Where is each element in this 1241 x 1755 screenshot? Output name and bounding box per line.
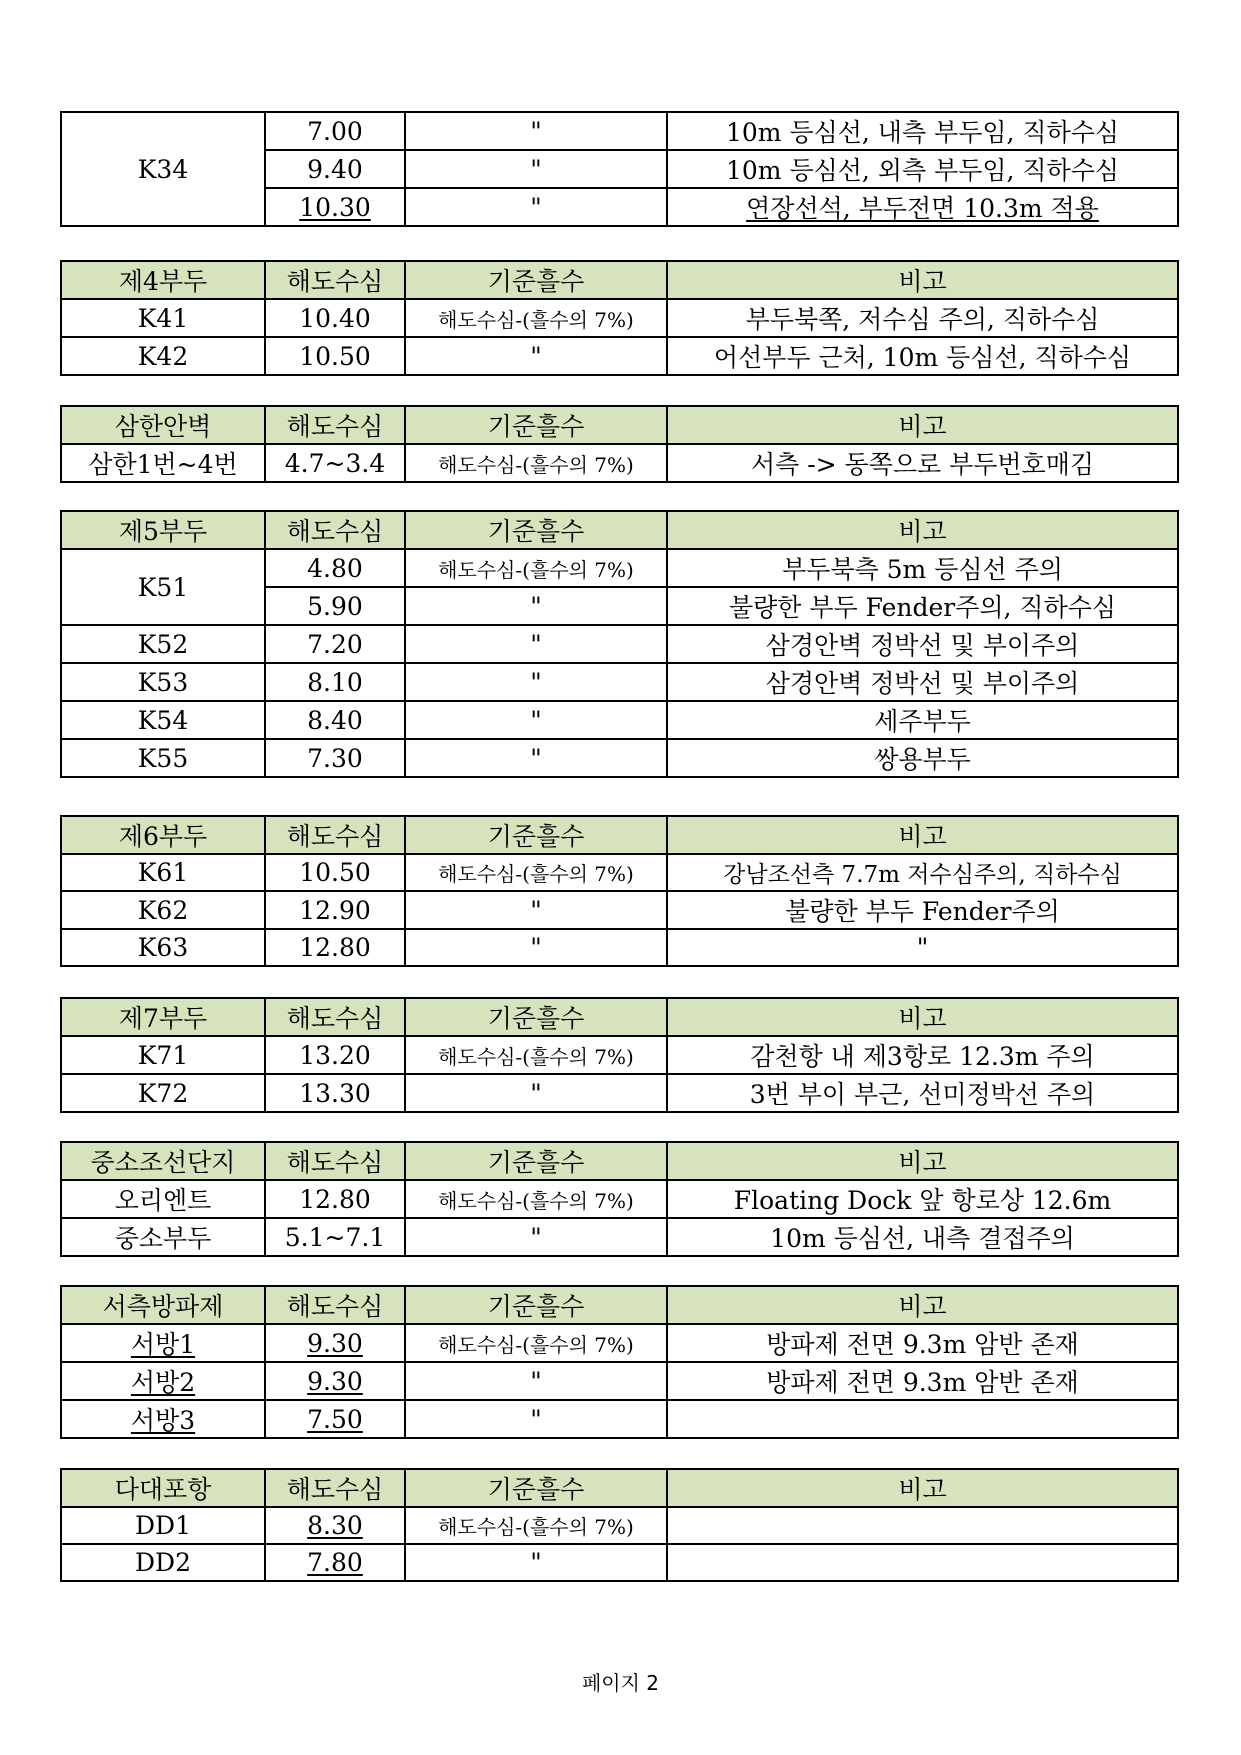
tide-cell: 해도수심-(흘수의 7%) <box>405 1507 667 1544</box>
header-note: 비고 <box>667 511 1178 549</box>
header-tide: 기준흘수 <box>405 1142 667 1180</box>
depth-cell: 8.30 <box>265 1507 405 1544</box>
note-cell: 삼경안벽 정박선 및 부이주의 <box>667 625 1178 663</box>
table-pier6 <box>60 815 1179 967</box>
table-row <box>61 929 1178 966</box>
berth-cell: DD2 <box>61 1544 265 1581</box>
tide-cell: 해도수심-(흘수의 7%) <box>405 854 667 891</box>
tide-cell: " <box>405 1074 667 1112</box>
berth-cell: K52 <box>61 625 265 663</box>
berth-cell: K72 <box>61 1074 265 1112</box>
depth-cell: 8.10 <box>265 663 405 701</box>
table-row <box>61 701 1178 739</box>
header-note: 비고 <box>667 998 1178 1036</box>
tide-cell: " <box>405 1218 667 1256</box>
depth-cell: 8.40 <box>265 701 405 739</box>
berth-cell: 중소부두 <box>61 1218 265 1256</box>
table-row <box>61 549 1178 587</box>
header-tide: 기준흘수 <box>405 406 667 444</box>
tide-cell: 해도수심-(흘수의 7%) <box>405 444 667 482</box>
table-header-row <box>61 1142 1178 1180</box>
berth-cell: K42 <box>61 337 265 375</box>
note-cell <box>667 1507 1178 1544</box>
tide-cell: 해도수심-(흘수의 7%) <box>405 1180 667 1218</box>
depth-cell: 13.20 <box>265 1036 405 1074</box>
berth-cell: 서방3 <box>61 1400 265 1438</box>
note-cell <box>667 1544 1178 1581</box>
section-name: 제5부두 <box>61 511 265 549</box>
tide-cell: " <box>405 150 667 188</box>
depth-cell: 4.80 <box>265 549 405 587</box>
header-depth: 해도수심 <box>265 406 405 444</box>
table-row <box>61 663 1178 701</box>
berth-cell: 오리엔트 <box>61 1180 265 1218</box>
table-row <box>61 1180 1178 1218</box>
header-tide: 기준흘수 <box>405 816 667 854</box>
depth-cell: 5.1~7.1 <box>265 1218 405 1256</box>
depth-cell: 4.7~3.4 <box>265 444 405 482</box>
depth-cell: 12.80 <box>265 929 405 966</box>
table-header-row <box>61 1469 1178 1507</box>
note-cell <box>667 1400 1178 1438</box>
note-cell: 방파제 전면 9.3m 암반 존재 <box>667 1324 1178 1362</box>
table-row <box>61 1218 1178 1256</box>
table-pier5 <box>60 510 1179 778</box>
note-cell: 세주부두 <box>667 701 1178 739</box>
tide-cell: " <box>405 188 667 226</box>
depth-cell: 12.90 <box>265 891 405 929</box>
berth-cell: K41 <box>61 299 265 337</box>
header-note: 비고 <box>667 1142 1178 1180</box>
section-name: 제7부두 <box>61 998 265 1036</box>
note-cell: Floating Dock 앞 항로상 12.6m <box>667 1180 1178 1218</box>
berth-cell: K53 <box>61 663 265 701</box>
depth-cell: 7.30 <box>265 739 405 777</box>
berth-cell: DD1 <box>61 1507 265 1544</box>
depth-cell: 9.30 <box>265 1324 405 1362</box>
header-tide: 기준흘수 <box>405 1286 667 1324</box>
note-cell: 불량한 부두 Fender주의, 직하수심 <box>667 587 1178 625</box>
table-row <box>61 625 1178 663</box>
table-row <box>61 1507 1178 1544</box>
note-cell: " <box>667 929 1178 966</box>
section-name: 중소조선단지 <box>61 1142 265 1180</box>
note-cell: 3번 부이 부근, 선미정박선 주의 <box>667 1074 1178 1112</box>
tide-cell: " <box>405 587 667 625</box>
note-cell: 서측 -> 동쪽으로 부두번호매김 <box>667 444 1178 482</box>
tide-cell: 해도수심-(흘수의 7%) <box>405 1036 667 1074</box>
section-name: 다대포항 <box>61 1469 265 1507</box>
table-row <box>61 1362 1178 1400</box>
note-cell: 삼경안벽 정박선 및 부이주의 <box>667 663 1178 701</box>
header-depth: 해도수심 <box>265 511 405 549</box>
section-name: 삼한안벽 <box>61 406 265 444</box>
depth-cell: 9.30 <box>265 1362 405 1400</box>
header-tide: 기준흘수 <box>405 998 667 1036</box>
table-row <box>61 891 1178 929</box>
berth-cell: K61 <box>61 854 265 891</box>
depth-cell: 10.30 <box>265 188 405 226</box>
header-depth: 해도수심 <box>265 998 405 1036</box>
depth-cell: 7.80 <box>265 1544 405 1581</box>
berth-cell: K54 <box>61 701 265 739</box>
table-shipyard <box>60 1141 1179 1257</box>
header-depth: 해도수심 <box>265 1469 405 1507</box>
page-number: 페이지 2 <box>581 1671 660 1695</box>
header-depth: 해도수심 <box>265 261 405 299</box>
table-row <box>61 1400 1178 1438</box>
note-cell: 연장선석, 부두전면 10.3m 적용 <box>667 188 1178 226</box>
berth-cell: K63 <box>61 929 265 966</box>
berth-cell: K71 <box>61 1036 265 1074</box>
tide-cell: " <box>405 1544 667 1581</box>
tide-cell: 해도수심-(흘수의 7%) <box>405 1324 667 1362</box>
depth-cell: 7.50 <box>265 1400 405 1438</box>
header-note: 비고 <box>667 1286 1178 1324</box>
table-header-row <box>61 511 1178 549</box>
depth-cell: 10.40 <box>265 299 405 337</box>
tide-cell: " <box>405 1362 667 1400</box>
depth-cell: 10.50 <box>265 854 405 891</box>
tide-cell: " <box>405 337 667 375</box>
table-row <box>61 337 1178 375</box>
note-cell: 10m 등심선, 내측 부두임, 직하수심 <box>667 112 1178 150</box>
note-cell: 방파제 전면 9.3m 암반 존재 <box>667 1362 1178 1400</box>
note-cell: 부두북쪽, 저수심 주의, 직하수심 <box>667 299 1178 337</box>
tide-cell: " <box>405 701 667 739</box>
berth-cell: K34 <box>61 112 265 226</box>
depth-cell: 5.90 <box>265 587 405 625</box>
table-header-row <box>61 406 1178 444</box>
table-row <box>61 1074 1178 1112</box>
table-pier7 <box>60 997 1179 1113</box>
table-row <box>61 1324 1178 1362</box>
table-header-row <box>61 1286 1178 1324</box>
note-cell: 강남조선측 7.7m 저수심주의, 직하수심 <box>667 854 1178 891</box>
tide-cell: " <box>405 663 667 701</box>
tide-cell: " <box>405 1400 667 1438</box>
table-row <box>61 1036 1178 1074</box>
berth-cell: 서방1 <box>61 1324 265 1362</box>
berth-cell: K62 <box>61 891 265 929</box>
depth-cell: 12.80 <box>265 1180 405 1218</box>
tide-cell: " <box>405 112 667 150</box>
note-cell: 부두북측 5m 등심선 주의 <box>667 549 1178 587</box>
note-cell: 감천항 내 제3항로 12.3m 주의 <box>667 1036 1178 1074</box>
section-name: 제4부두 <box>61 261 265 299</box>
header-tide: 기준흘수 <box>405 1469 667 1507</box>
tide-cell: 해도수심-(흘수의 7%) <box>405 549 667 587</box>
tide-cell: " <box>405 739 667 777</box>
section-name: 서측방파제 <box>61 1286 265 1324</box>
depth-cell: 10.50 <box>265 337 405 375</box>
berth-cell: 삼한1번~4번 <box>61 444 265 482</box>
note-cell: 10m 등심선, 내측 결접주의 <box>667 1218 1178 1256</box>
header-note: 비고 <box>667 406 1178 444</box>
tide-cell: " <box>405 929 667 966</box>
header-tide: 기준흘수 <box>405 511 667 549</box>
table-west-breakwater <box>60 1285 1179 1439</box>
header-depth: 해도수심 <box>265 816 405 854</box>
header-depth: 해도수심 <box>265 1286 405 1324</box>
tide-cell: 해도수심-(흘수의 7%) <box>405 299 667 337</box>
table-row <box>61 444 1178 482</box>
berth-cell: 서방2 <box>61 1362 265 1400</box>
tide-cell: " <box>405 625 667 663</box>
table-header-row <box>61 998 1178 1036</box>
note-cell: 불량한 부두 Fender주의 <box>667 891 1178 929</box>
table-pier4 <box>60 260 1179 376</box>
header-depth: 해도수심 <box>265 1142 405 1180</box>
table-row <box>61 299 1178 337</box>
depth-cell: 7.00 <box>265 112 405 150</box>
note-cell: 어선부두 근처, 10m 등심선, 직하수심 <box>667 337 1178 375</box>
table-row <box>61 112 1178 150</box>
berth-cell: K51 <box>61 549 265 625</box>
tide-cell: " <box>405 891 667 929</box>
depth-cell: 9.40 <box>265 150 405 188</box>
depth-cell: 7.20 <box>265 625 405 663</box>
note-cell: 10m 등심선, 외측 부두임, 직하수심 <box>667 150 1178 188</box>
table-k34 <box>60 111 1179 227</box>
note-cell: 쌍용부두 <box>667 739 1178 777</box>
table-row <box>61 854 1178 891</box>
header-note: 비고 <box>667 816 1178 854</box>
header-tide: 기준흘수 <box>405 261 667 299</box>
berth-cell: K55 <box>61 739 265 777</box>
depth-cell: 13.30 <box>265 1074 405 1112</box>
table-dadaepo <box>60 1468 1179 1582</box>
table-samhan <box>60 405 1179 483</box>
table-row <box>61 1544 1178 1581</box>
table-row <box>61 739 1178 777</box>
table-header-row <box>61 816 1178 854</box>
header-note: 비고 <box>667 1469 1178 1507</box>
table-header-row <box>61 261 1178 299</box>
header-note: 비고 <box>667 261 1178 299</box>
section-name: 제6부두 <box>61 816 265 854</box>
